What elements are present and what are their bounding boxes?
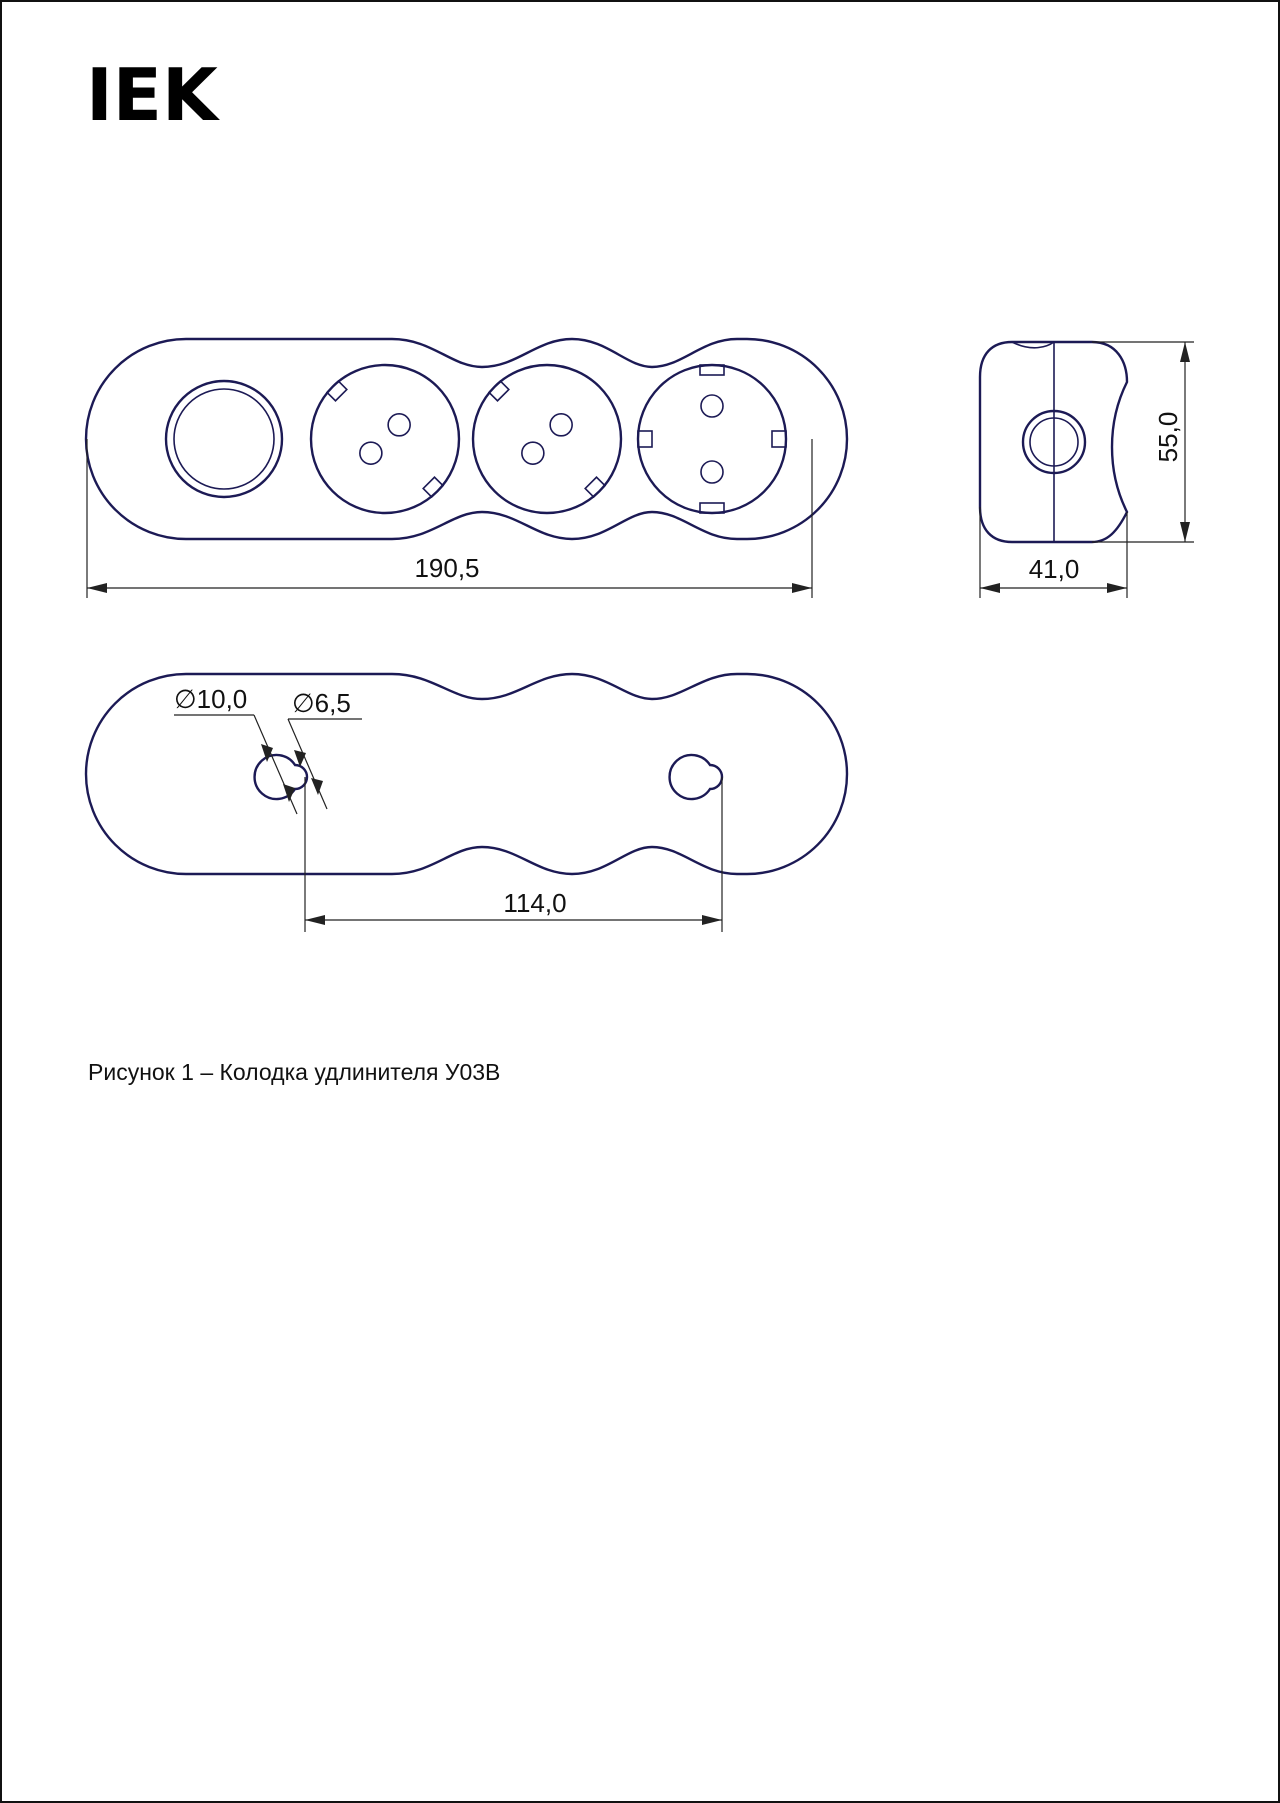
side-depth-label: 41,0 <box>1028 554 1080 584</box>
socket-3-pin-hole-top <box>701 395 723 417</box>
socket-3-ground-clip-right <box>772 431 786 447</box>
side-height-label: 55,0 <box>1153 411 1183 463</box>
front-width-dimension <box>87 439 812 598</box>
switch-outer-ring <box>166 381 282 497</box>
socket-1-rim <box>280 334 489 543</box>
hole-spacing-arrow-left <box>305 915 325 925</box>
bottom-view <box>86 674 847 932</box>
front-width-arrow-right <box>792 583 812 593</box>
socket-3-rim <box>638 365 786 513</box>
mounting-keyhole-right <box>670 755 722 799</box>
socket-1-pin-hole-left <box>355 438 386 469</box>
socket-2-pin-hole-right <box>546 409 577 440</box>
hole-large-diameter-label: ∅10,0 <box>174 684 248 714</box>
iek-logo <box>86 53 220 137</box>
power-switch <box>166 381 282 497</box>
socket-2-pin-hole-left <box>517 438 548 469</box>
socket-1 <box>280 334 489 543</box>
side-view <box>980 342 1194 598</box>
hole-spacing-arrow-right <box>702 915 722 925</box>
socket-3-pin-hole-bottom <box>701 461 723 483</box>
socket-1-pin-hole-right <box>384 409 415 440</box>
technical-drawing <box>2 2 1278 1801</box>
switch-inner-ring <box>174 389 274 489</box>
logo-text: IEK <box>86 53 218 137</box>
side-depth-arrow-right <box>1107 583 1127 593</box>
side-depth-arrow-left <box>980 583 1000 593</box>
hole-small-diameter-callout <box>288 688 362 809</box>
front-width-label: 190,5 <box>414 553 480 583</box>
side-height-dimension <box>1092 342 1194 542</box>
front-view <box>86 334 847 598</box>
figure-caption: Рисунок 1 – Колодка удлинителя У03В <box>88 1059 501 1085</box>
hole-small-arrow-bottom <box>311 778 323 795</box>
hole-spacing-label: 114,0 <box>503 888 567 918</box>
side-height-arrow-bottom <box>1180 522 1190 542</box>
socket-3 <box>638 365 786 513</box>
socket-3-ground-clip-left <box>638 431 652 447</box>
hole-small-diameter-label: ∅6,5 <box>292 688 351 718</box>
front-width-arrow-left <box>87 583 107 593</box>
side-height-arrow-top <box>1180 342 1190 362</box>
hole-large-diameter-callout <box>174 684 297 814</box>
